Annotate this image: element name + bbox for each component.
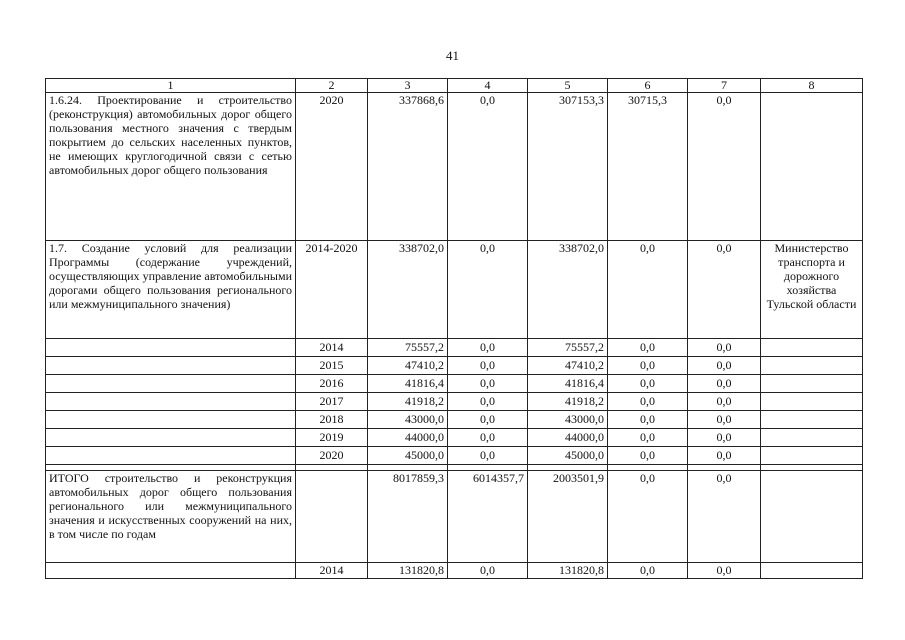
row-total: 131820,8 [368,563,448,579]
header-col-3: 3 [368,79,448,93]
row-federal: 0,0 [448,393,528,411]
row-description [46,339,296,357]
row-federal: 0,0 [448,447,528,465]
table-row [46,471,863,563]
row-regional: 41816,4 [528,375,608,393]
row-period [296,471,368,563]
row-description [46,447,296,465]
row-regional: 338702,0 [528,241,608,339]
row-period: 2015 [296,357,368,375]
row-total: 41816,4 [368,375,448,393]
row-regional: 43000,0 [528,411,608,429]
row-executor [761,357,863,375]
row-other: 0,0 [688,375,761,393]
row-period: 2018 [296,411,368,429]
row-regional: 44000,0 [528,429,608,447]
row-local: 0,0 [608,357,688,375]
header-col-8: 8 [761,79,863,93]
row-description [46,375,296,393]
row-period: 2020 [296,93,368,241]
header-col-1: 1 [46,79,296,93]
row-total: 47410,2 [368,357,448,375]
row-local: 0,0 [608,411,688,429]
row-description [46,411,296,429]
row-executor [761,393,863,411]
row-federal: 0,0 [448,357,528,375]
row-executor [761,429,863,447]
row-federal: 0,0 [448,241,528,339]
row-regional: 75557,2 [528,339,608,357]
header-col-2: 2 [296,79,368,93]
row-regional: 307153,3 [528,93,608,241]
row-local: 0,0 [608,241,688,339]
budget-table [45,78,863,579]
header-row [46,79,863,93]
row-period: 2014 [296,563,368,579]
row-period: 2020 [296,447,368,465]
row-period: 2016 [296,375,368,393]
row-regional: 47410,2 [528,357,608,375]
table-row [46,429,863,447]
row-local: 0,0 [608,429,688,447]
row-total: 43000,0 [368,411,448,429]
row-executor [761,411,863,429]
row-federal: 0,0 [448,411,528,429]
row-total: 41918,2 [368,393,448,411]
row-local: 30715,3 [608,93,688,241]
row-description [46,429,296,447]
row-executor [761,93,863,241]
row-total: 338702,0 [368,241,448,339]
row-period: 2019 [296,429,368,447]
row-description [46,357,296,375]
row-description: ИТОГО строительство и реконструкция автомобильных дорог общего пользования регионального или межмуниципального значения и искусственных сооружений на них, в том числе по годам [46,471,296,563]
row-local: 0,0 [608,471,688,563]
row-regional: 131820,8 [528,563,608,579]
row-description: 1.7. Создание условий для реализации Программы (содержание учреждений, осуществляющих управление автомобильными дорогами общего пользования регионального или межмуниципального значения) [46,241,296,339]
row-total: 75557,2 [368,339,448,357]
row-total: 44000,0 [368,429,448,447]
row-description: 1.6.24. Проектирование и строительство (реконструкция) автомобильных дорог общего пользования местного значения с твердым покрытием до сельских населенных пунктов, не имеющих круглогодичной связи с сетью автомобильных дорог общего пользования [46,93,296,241]
row-other: 0,0 [688,393,761,411]
row-federal: 0,0 [448,563,528,579]
row-other: 0,0 [688,339,761,357]
row-executor [761,339,863,357]
row-total: 45000,0 [368,447,448,465]
row-local: 0,0 [608,393,688,411]
row-local: 0,0 [608,447,688,465]
row-local: 0,0 [608,339,688,357]
page-number: 41 [446,48,459,63]
row-federal: 0,0 [448,375,528,393]
row-federal: 0,0 [448,93,528,241]
row-executor: Министерство транспорта и дорожного хозяйства Тульской области [761,241,863,339]
row-regional: 2003501,9 [528,471,608,563]
row-other: 0,0 [688,429,761,447]
row-local: 0,0 [608,375,688,393]
row-other: 0,0 [688,357,761,375]
row-other: 0,0 [688,93,761,241]
row-regional: 45000,0 [528,447,608,465]
table-row [46,241,863,339]
header-col-6: 6 [608,79,688,93]
row-executor [761,375,863,393]
row-total: 337868,6 [368,93,448,241]
row-other: 0,0 [688,471,761,563]
row-other: 0,0 [688,563,761,579]
row-other: 0,0 [688,411,761,429]
row-federal: 0,0 [448,339,528,357]
row-federal: 6014357,7 [448,471,528,563]
table-row [46,357,863,375]
table-row [46,447,863,465]
row-description [46,563,296,579]
row-total: 8017859,3 [368,471,448,563]
row-description [46,393,296,411]
row-executor [761,563,863,579]
header-col-7: 7 [688,79,761,93]
row-local: 0,0 [608,563,688,579]
table-row [46,339,863,357]
row-regional: 41918,2 [528,393,608,411]
row-period: 2014-2020 [296,241,368,339]
header-col-5: 5 [528,79,608,93]
table-row [46,411,863,429]
table-row [46,93,863,241]
row-federal: 0,0 [448,429,528,447]
row-other: 0,0 [688,241,761,339]
header-col-4: 4 [448,79,528,93]
row-executor [761,471,863,563]
table-row [46,393,863,411]
table-row [46,563,863,579]
row-executor [761,447,863,465]
row-period: 2017 [296,393,368,411]
table-row [46,375,863,393]
row-period: 2014 [296,339,368,357]
row-other: 0,0 [688,447,761,465]
